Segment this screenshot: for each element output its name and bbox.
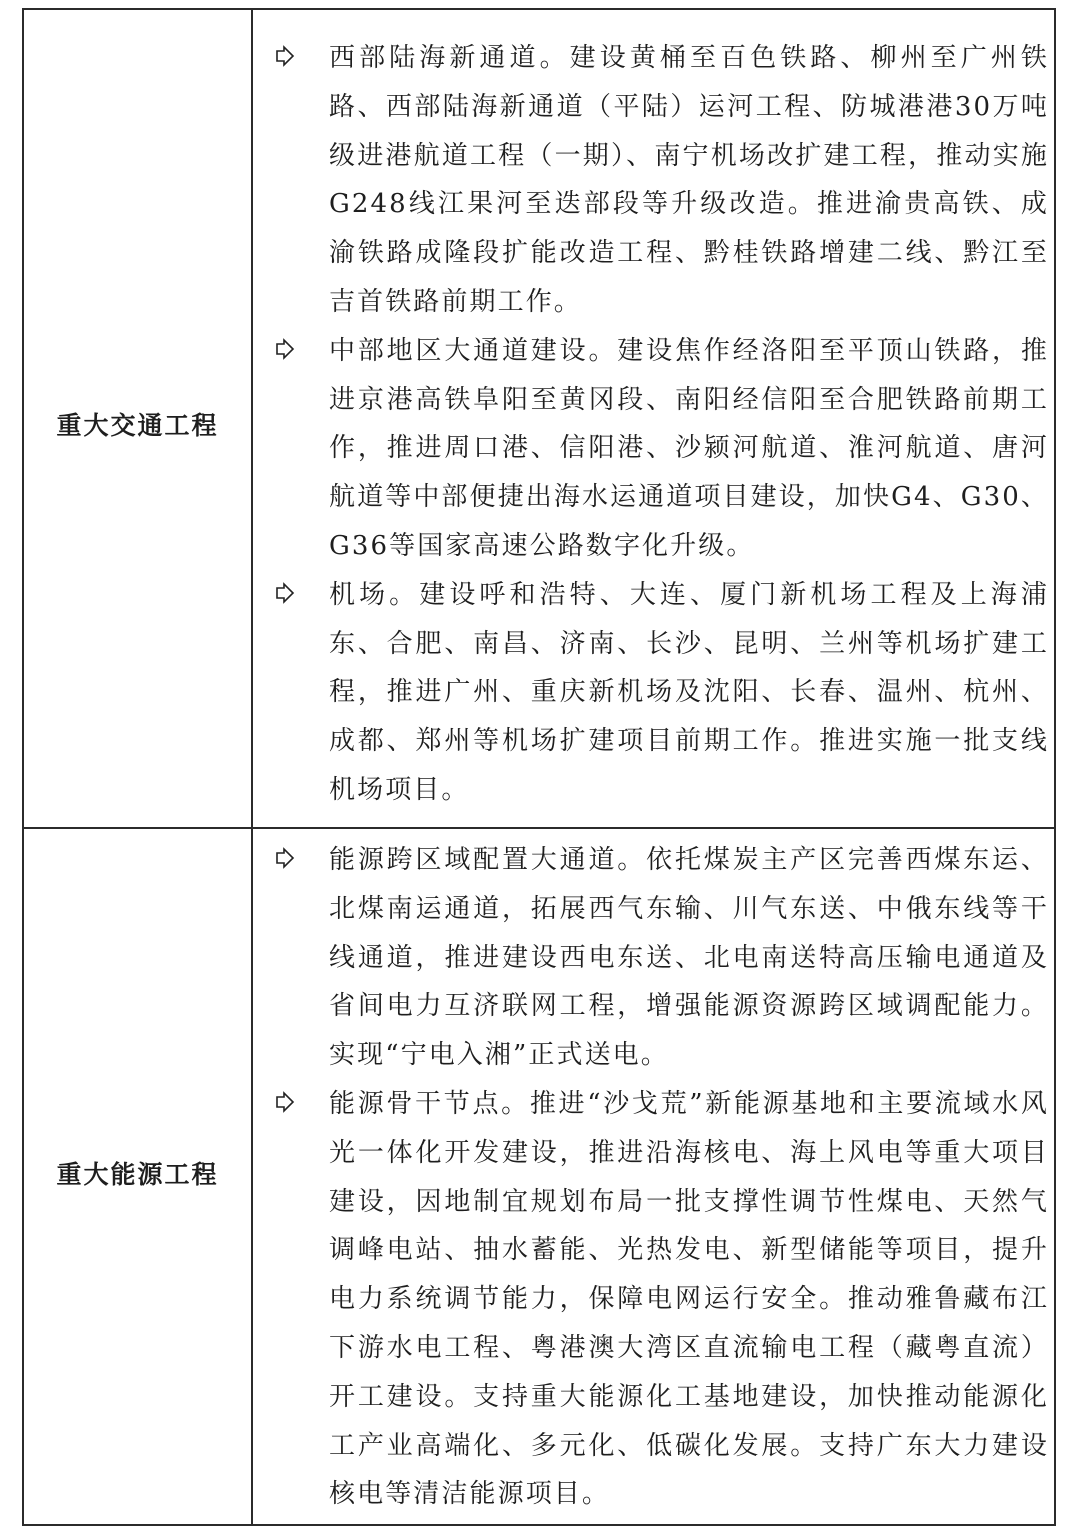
list-item-text: 机场。建设呼和浩特、大连、厦门新机场工程及上海浦东、合肥、南昌、济南、长沙、昆明、兰州等机场扩建工程，推进广州、重庆新机场及沈阳、长春、温州、杭州、成都、郑州等机场扩建项目前期工作。推进实施一批支线机场项目。: [329, 579, 1049, 805]
outline-arrow-right-icon: [275, 847, 295, 869]
outline-arrow-right-icon: [275, 45, 295, 67]
section-items-energy: [269, 836, 1049, 1519]
column-divider: [251, 10, 253, 1524]
list-item-text: 能源跨区域配置大通道。依托煤炭主产区完善西煤东运、北煤南运通道，拓展西气东输、川气东送、中俄东线等干线通道，推进建设西电东送、北电南送特高压输电通道及省间电力互济联网工程，增强能源资源跨区域调配能力。实现“宁电入湘”正式送电。: [329, 845, 1049, 1071]
section-items-transport: [269, 34, 1049, 815]
list-item-text: 中部地区大通道建设。建设焦作经洛阳至平顶山铁路，推进京港高铁阜阳至黄冈段、南阳经信阳至合肥铁路前期工作，推进周口港、信阳港、沙颍河航道、淮河航道、唐河航道等中部便捷出海水运通道项目建设，加快G4、G30、G36等国家高速公路数字化升级。: [329, 335, 1049, 561]
section-label-transport: 重大交通工程: [56, 411, 219, 440]
list-item: [269, 836, 1049, 1080]
row-divider: [24, 827, 1054, 829]
project-table: [22, 8, 1056, 1526]
list-item: [269, 1080, 1049, 1519]
outline-arrow-right-icon: [275, 582, 295, 604]
outline-arrow-right-icon: [275, 338, 295, 360]
outline-arrow-right-icon: [275, 1091, 295, 1113]
list-item: [269, 34, 1049, 327]
list-item-text: 能源骨干节点。推进“沙戈荒”新能源基地和主要流域水风光一体化开发建设，推进沿海核电、海上风电等重大项目建设，因地制宜规划布局一批支撑性调节性煤电、天然气调峰电站、抽水蓄能、光热发电、新型储能等项目，提升电力系统调节能力，保障电网运行安全。推动雅鲁藏布江下游水电工程、粤港澳大湾区直流输电工程（藏粤直流）开工建设。支持重大能源化工基地建设，加快推动能源化工产业高端化、多元化、低碳化发展。支持广东大力建设核电等清洁能源项目。: [329, 1088, 1049, 1510]
section-label-energy: 重大能源工程: [56, 1160, 219, 1189]
list-item: [269, 327, 1049, 571]
list-item: [269, 571, 1049, 815]
list-item-text: 西部陆海新通道。建设黄桶至百色铁路、柳州至广州铁路、西部陆海新通道（平陆）运河工程、防城港港30万吨级进港航道工程（一期）、南宁机场改扩建工程，推动实施G248线江果河至迭部段等升级改造。推进渝贵高铁、成渝铁路成隆段扩能改造工程、黔桂铁路增建二线、黔江至吉首铁路前期工作。: [329, 43, 1049, 317]
